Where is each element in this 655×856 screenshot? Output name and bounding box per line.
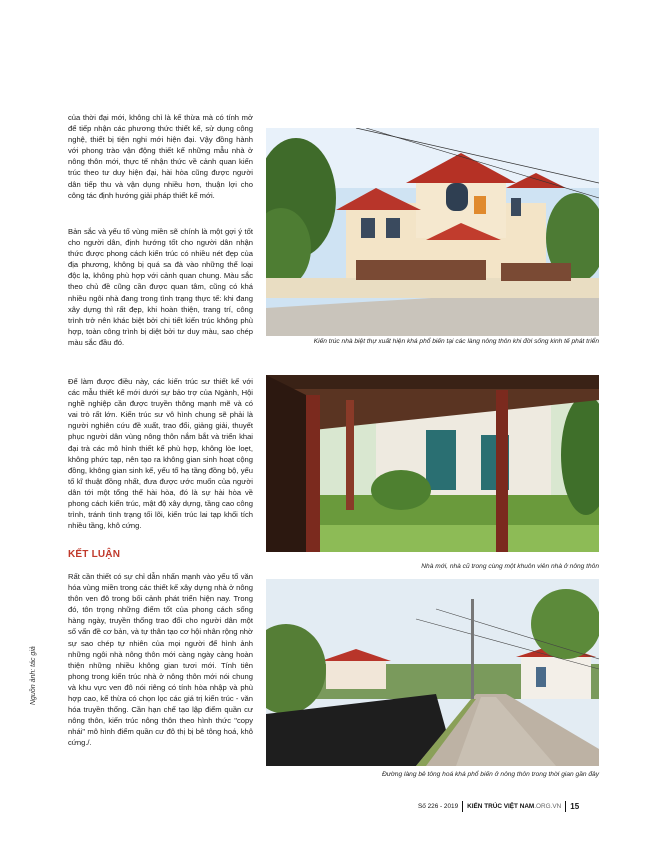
- magazine-name-bold: KIẾN TRÚC VIỆT NAM: [467, 803, 535, 810]
- body-paragraph-3: Để làm được điều này, các kiến trúc sư thiết kế với các mẫu thiết kế mới dưới sự bảo trợ của Ngành, Hội nghề nghiệp cần được truyền thông mạnh mẽ và có vai trò rất lớn. Kiến trúc sư vô hình chung sẽ phải là người nghiên cứu đề xuất, trao đổi, giảng giải, thuyết phục người dân vùng nông thôn nắm bắt và triển khai đại trà các mô hình thiết kế phù hợp, không lòe loẹt, không phức tạp, nên tạo ra không gian sinh hoạt cộng đồng, không gian sinh kế, yếu tố hạ tầng đồng bộ, yếu tố kĩ thuật đồng nhất, đưa được ước muốn của người dân tới một tổng thể hài hòa, đó là sự hài hòa về phong cách kiến trúc, mật độ xây dựng, tầng cao công trình, tránh tình trạng tối lõi, kiến trúc lai tạp khối tích nhiều tầng, khô cứng.: [68, 377, 253, 531]
- page-footer: [418, 801, 579, 812]
- body-paragraph-1: của thời đại mới, không chỉ là kế thừa mà có tính mở để tiếp nhận các phương thức thiết kế, sử dụng công nghệ, thiết bị tiện nghi mới hiện đại. Vậy đồng hành với phong trào vận động thiết kế những mẫu nhà ở nông thôn mới, thực tế nhận thức về cảnh quan kiến trúc theo tư duy hiện đại, hài hòa cũng được người dân tiếp thu và vận dụng nhiều hơn, thuận lợi cho công tác định hướng giải pháp thiết kế mới.: [68, 113, 253, 200]
- magazine-name: [467, 803, 561, 810]
- courtyard-caption: Nhà mới, nhà cũ trong cùng một khuôn viên nhà ở nông thôn: [421, 563, 599, 570]
- issue-number: Số 226 - 2019: [418, 803, 459, 810]
- conclusion-heading: KẾT LUẬN: [68, 549, 121, 560]
- conclusion-paragraph: Rất cần thiết có sự chỉ dẫn nhấn mạnh vào yếu tố văn hóa vùng miền trong các thiết kế xây dựng nhà ở nông thôn ven đô trong bối cảnh phát triển hiện nay. Trong đó, tôn trọng những điểm tốt của phong cách sống hàng ngày, truyền thống trao đổi cho người dân một số vấn đề cơ bản, và tự thân tạo cơ hội nhân rộng nhờ sự sao chép tự nhiên của mọi người để hình ảnh những ngôi nhà nông thôn mới càng ngày càng hoàn thiện những nhiều không gian tươi mới. Tính tiên phong trong kiến trúc nhà ở nông thôn mới nói chung và khu vực ven đô nói riêng có tính hòa nhập và phù hợp cao, kế thừa có chọn lọc các giá trị kiến trúc - văn hóa truyền thống. Cần hạn chế tạo lập điểm quần cư nông thôn, kiến trúc nông thôn theo hình thức "copy nhái" mô hình điểm quần cư đô thị bị bê tông hoá, khô cứng./.: [68, 572, 253, 748]
- page-number: 15: [570, 802, 580, 811]
- villa-caption: Kiến trúc nhà biệt thự xuất hiện khá phổ biến tại các làng nông thôn khi đời sống kinh tế phát triển: [313, 338, 599, 345]
- footer-separator-2: [565, 801, 566, 812]
- magazine-domain: .ORG.VN: [534, 803, 562, 810]
- courtyard-photo: [266, 375, 599, 552]
- village-road-photo: [266, 579, 599, 766]
- photo-credit: Nguồn ảnh: tác giả: [30, 646, 37, 705]
- villa-photo: [266, 128, 599, 336]
- village-road-caption: Đường làng bê tông hoá khá phổ biến ở nông thôn trong thời gian gần đây: [381, 771, 599, 778]
- footer-separator: [462, 801, 463, 812]
- body-paragraph-2: Bản sắc và yếu tố vùng miền sẽ chính là một gợi ý tốt cho người dân, định hướng tốt cho người dân nhận thức được phong cách kiến trúc có nhiều nét đẹp của địa phương, không bị quá sa đà vào những thể loại độc lạ, không phù hợp với cảnh quan chung. Màu sắc theo chủ đề cũng cần được quan tâm, cũng có khá nhiều ngôi nhà đang trong tình trạng thực tế: khi đang xây dựng thì rất đẹp, khi hoàn thiện, trang trí, công trình trở nên khác biệt bởi chi tiết kiến trúc không phù hợp, toàn công trình bị diệt bởi tư duy màu, sao chép màu sắc đầu đó.: [68, 227, 253, 347]
